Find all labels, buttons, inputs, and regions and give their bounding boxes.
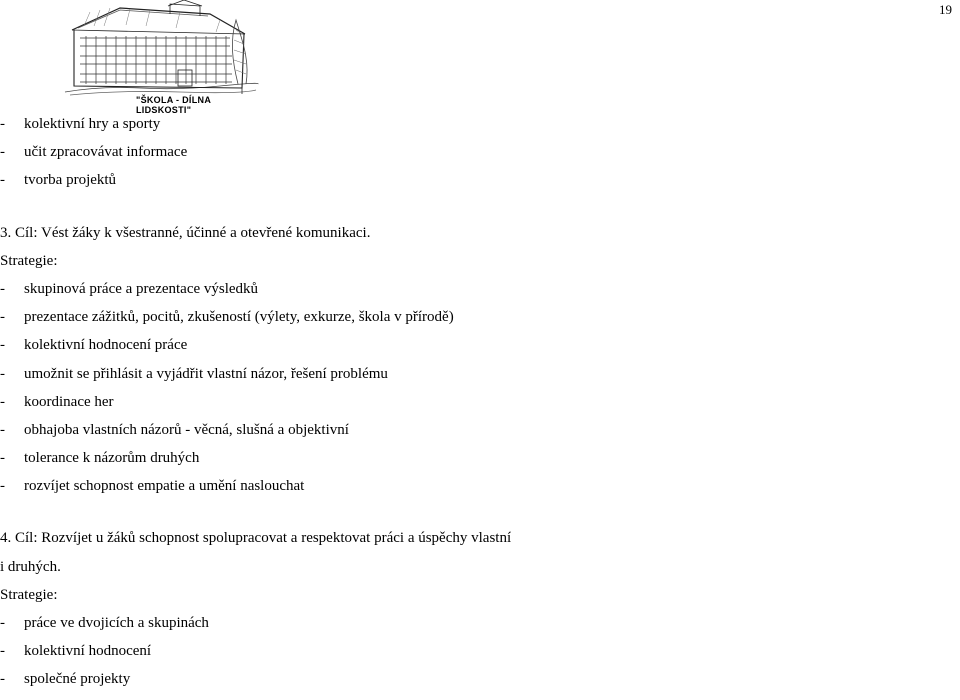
dash: - bbox=[0, 643, 5, 660]
list-item-text: obhajoba vlastních názorů - věcná, slušná a objektivní bbox=[24, 421, 349, 438]
spacer bbox=[0, 500, 950, 524]
dash: - bbox=[0, 309, 5, 326]
list-item bbox=[0, 416, 950, 444]
goal4-strategy-label: Strategie: bbox=[0, 586, 58, 603]
list-item-text: kolektivní hodnocení bbox=[24, 643, 152, 660]
list-item bbox=[0, 444, 950, 472]
dash: - bbox=[0, 144, 5, 161]
dash: - bbox=[0, 478, 5, 495]
goal3-strategy-label: Strategie: bbox=[0, 252, 58, 269]
list-item-text: prezentace zážitků, pocitů, zkušeností (výlety, exkurze, škola v přírodě) bbox=[24, 309, 454, 326]
list-item-text: společné projekty bbox=[24, 671, 131, 688]
list-item bbox=[0, 637, 950, 665]
list-item-text: umožnit se přihlásit a vyjádřit vlastní názor, řešení problému bbox=[24, 365, 388, 382]
dash: - bbox=[0, 615, 5, 631]
list-item-text: kolektivní hodnocení práce bbox=[24, 337, 188, 354]
dash: - bbox=[0, 671, 5, 688]
list-item-text: koordinace her bbox=[24, 393, 114, 410]
goal3-heading: 3. Cíl: Vést žáky k všestranné, účinné a otevřené komunikaci. bbox=[0, 224, 371, 241]
list-item bbox=[0, 472, 950, 500]
list-item-text: kolektivní hry a sporty bbox=[24, 116, 161, 132]
list-item-text: rozvíjet schopnost empatie a umění naslouchat bbox=[24, 478, 305, 495]
list-item bbox=[0, 665, 950, 693]
document-body bbox=[0, 110, 950, 694]
list-item bbox=[0, 303, 950, 331]
dash: - bbox=[0, 421, 5, 438]
dash: - bbox=[0, 450, 5, 467]
list-item-text: tvorba projektů bbox=[24, 172, 117, 189]
list-item-text: tolerance k názorům druhých bbox=[24, 450, 200, 467]
list-item-text: učit zpracovávat informace bbox=[24, 144, 188, 161]
dash: - bbox=[0, 172, 5, 189]
list-item bbox=[0, 331, 950, 359]
dash: - bbox=[0, 116, 5, 132]
list-item-text: skupinová práce a prezentace výsledků bbox=[24, 280, 259, 297]
spacer bbox=[0, 195, 950, 219]
dash: - bbox=[0, 337, 5, 354]
dash: - bbox=[0, 280, 5, 297]
school-building-drawing bbox=[60, 0, 260, 108]
list-item bbox=[0, 360, 950, 388]
logo-caption: "ŠKOLA - DÍLNA LIDSKOSTI" bbox=[136, 95, 211, 115]
goal4-heading-line1: 4. Cíl: Rozvíjet u žáků schopnost spolupracovat a respektovat práci a úspěchy vlastní bbox=[0, 530, 512, 547]
school-building-logo bbox=[60, 0, 260, 115]
list-item bbox=[0, 388, 950, 416]
page-number: 19 bbox=[939, 2, 952, 17]
dash: - bbox=[0, 393, 5, 410]
list-item bbox=[0, 138, 950, 166]
list-item bbox=[0, 275, 950, 303]
list-item bbox=[0, 166, 950, 194]
list-item bbox=[0, 609, 950, 637]
dash: - bbox=[0, 365, 5, 382]
list-item bbox=[0, 110, 950, 138]
goal4-heading-line2: i druhých. bbox=[0, 558, 61, 575]
list-item-text: práce ve dvojicích a skupinách bbox=[24, 615, 209, 631]
